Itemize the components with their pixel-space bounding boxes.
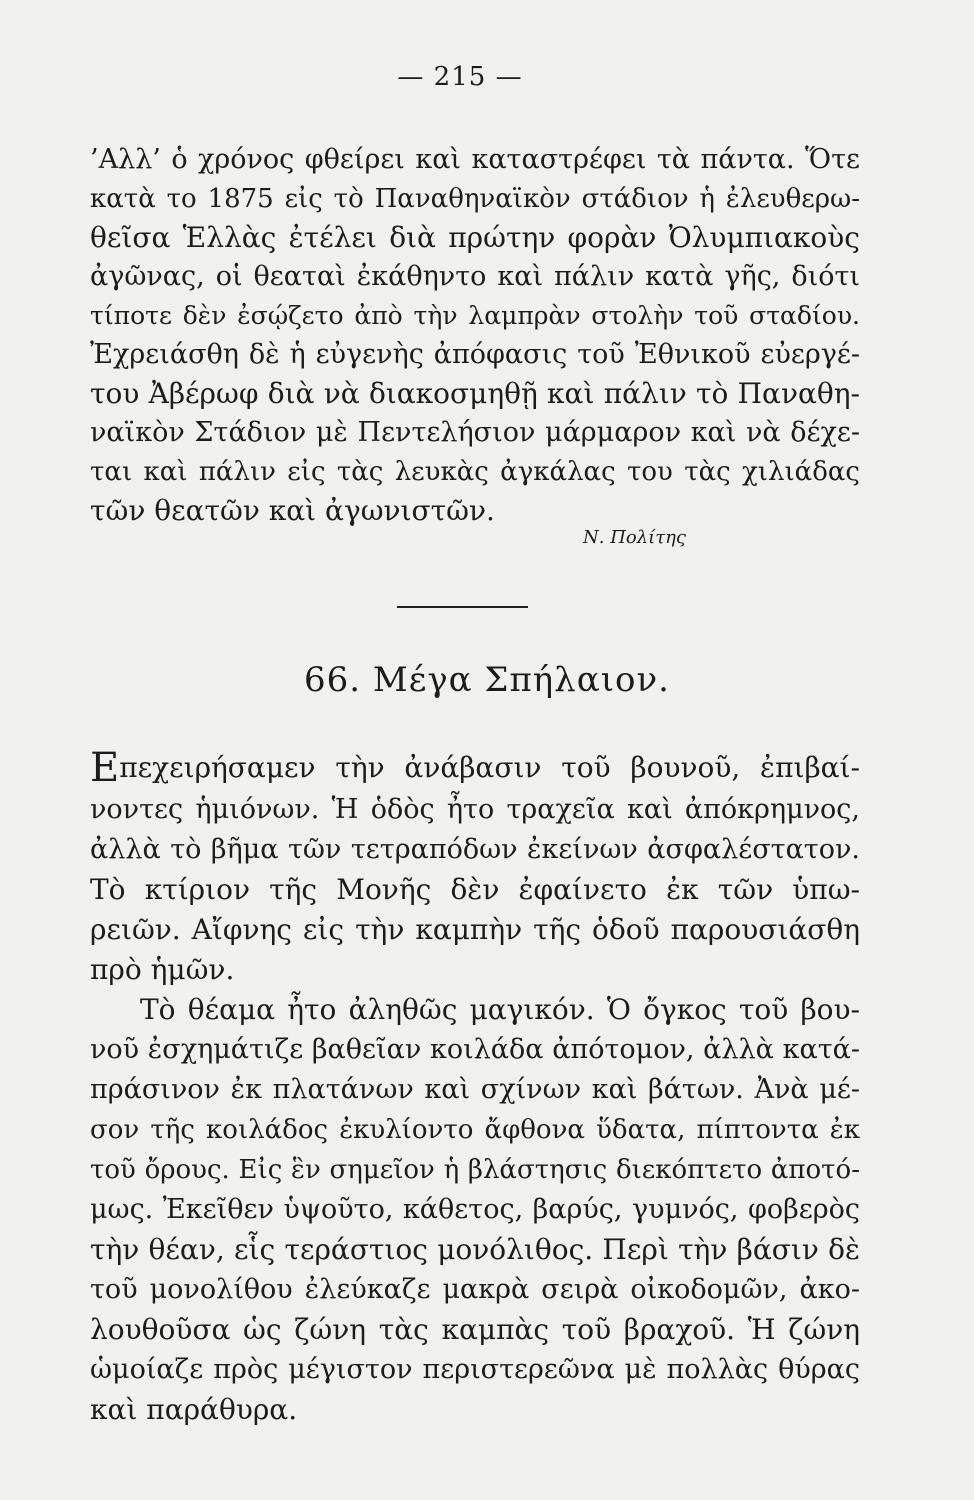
text-line: νοντες ἡμιόνων. Ἡ ὁδὸς ἦτο τραχεῖα καὶ ἀπόκρημνος, [90,794,860,825]
text-line: Ἐχρειάσθη δὲ ἡ εὐγενὴς ἀπόφασις τοῦ Ἐθνικοῦ εὐεργέ- [90,339,860,370]
section-divider [397,606,528,608]
text-line: τὴν θέαν, εἷς τεράστιος μονόλιθος. Περὶ τὴν βάσιν δὲ [90,1233,860,1266]
text-line: τίποτε δὲν ἐσῴζετο ἀπὸ τὴν λαμπρὰν στολὴν τοῦ σταδίου. [90,301,860,330]
text-line: Τὸ θέαμα ἦτο ἀληθῶς μαγικόν. Ὁ ὄγκος τοῦ βου- [140,993,860,1026]
text-line: πρὸ ἡμῶν. [90,953,235,986]
text-line: ’Αλλ’ ὁ χρόνος φθείρει καὶ καταστρέφει τὰ πάντα. Ὅτε [90,144,860,175]
text-line: θεῖσα Ἑλλὰς ἐτέλει διὰ πρώτην φορὰν Ὀλυμπιακοὺς [90,221,860,254]
text-line: ρειῶν. Αἴφνης εἰς τὴν καμπὴν τῆς ὁδοῦ παρουσιάσθη [90,913,860,946]
drop-cap-letter: Ε [90,745,120,791]
text-line: λουθοῦσα ὡς ζώνη τὰς καμπὰς τοῦ βραχοῦ. Ἡ ζώνη [90,1313,860,1346]
page-number: — 215 — [397,62,523,92]
text-line: ναϊκὸν Στάδιον μὲ Πεντελήσιον μάρμαρον καὶ νὰ δέχε- [90,417,860,448]
section-heading: 66. Μέγα Σπήλαιον. [304,660,670,700]
text-line: ἀλλὰ τὸ βῆμα τῶν τετραπόδων ἐκείνων ἀσφαλέστατον. [90,834,860,865]
text-line: κατὰ το 1875 εἰς τὸ Παναθηναϊκὸν στάδιον ἡ ἐλευθερω- [90,184,860,214]
text-line-first-rest: πεχειρήσαμεν τὴν ἀνάβασιν τοῦ βουνοῦ, ἐπιβαί- [119,751,860,784]
text-line: νοῦ ἐσχημάτιζε βαθεῖαν κοιλάδα ἀπότομον, ἀλλὰ κατά- [90,1034,860,1065]
text-line: του Ἀβέρωφ διὰ νὰ διακοσμηθῇ καὶ πάλιν τὸ Παναθη- [90,377,860,410]
text-line: πράσινον ἐκ πλατάνων καὶ σχίνων καὶ βάτων. Ἀνὰ μέ- [90,1074,860,1105]
text-line: μως. Ἐκεῖθεν ὑψοῦτο, κάθετος, βαρύς, γυμνός, φοβερὸς [90,1194,860,1225]
text-line: σον τῆς κοιλάδος ἐκυλίοντο ἄφθονα ὕδατα, πίπτοντα ἐκ [90,1115,860,1145]
text-line: ἀγῶνας, οἱ θεαταὶ ἐκάθηντο καὶ πάλιν κατὰ γῆς, διότι [90,261,860,292]
text-line: Τὸ κτίριον τῆς Μονῆς δὲν ἐφαίνετο ἐκ τῶν ὑπω- [90,873,860,906]
text-line: τοῦ ὄρους. Εἰς ἓν σημεῖον ἡ βλάστησις διεκόπτετο ἀποτό- [90,1155,860,1185]
text-line: ὡμοίαζε πρὸς μέγιστον περιστερεῶνα μὲ πολλὰς θύρας [90,1354,860,1385]
text-line-first [90,745,860,791]
text-line: τοῦ μονολίθου ἐλεύκαζε μακρὰ σειρὰ οἰκοδομῶν, ἀκο- [90,1274,860,1305]
author-signature: Ν. Πολίτης [583,527,687,548]
text-line: τῶν θεατῶν καὶ ἀγωνιστῶν. [90,494,495,527]
text-line: καὶ παράθυρα. [90,1393,298,1426]
text-line: ται καὶ πάλιν εἰς τὰς λευκὰς ἀγκάλας του τὰς χιλιάδας [90,457,860,487]
